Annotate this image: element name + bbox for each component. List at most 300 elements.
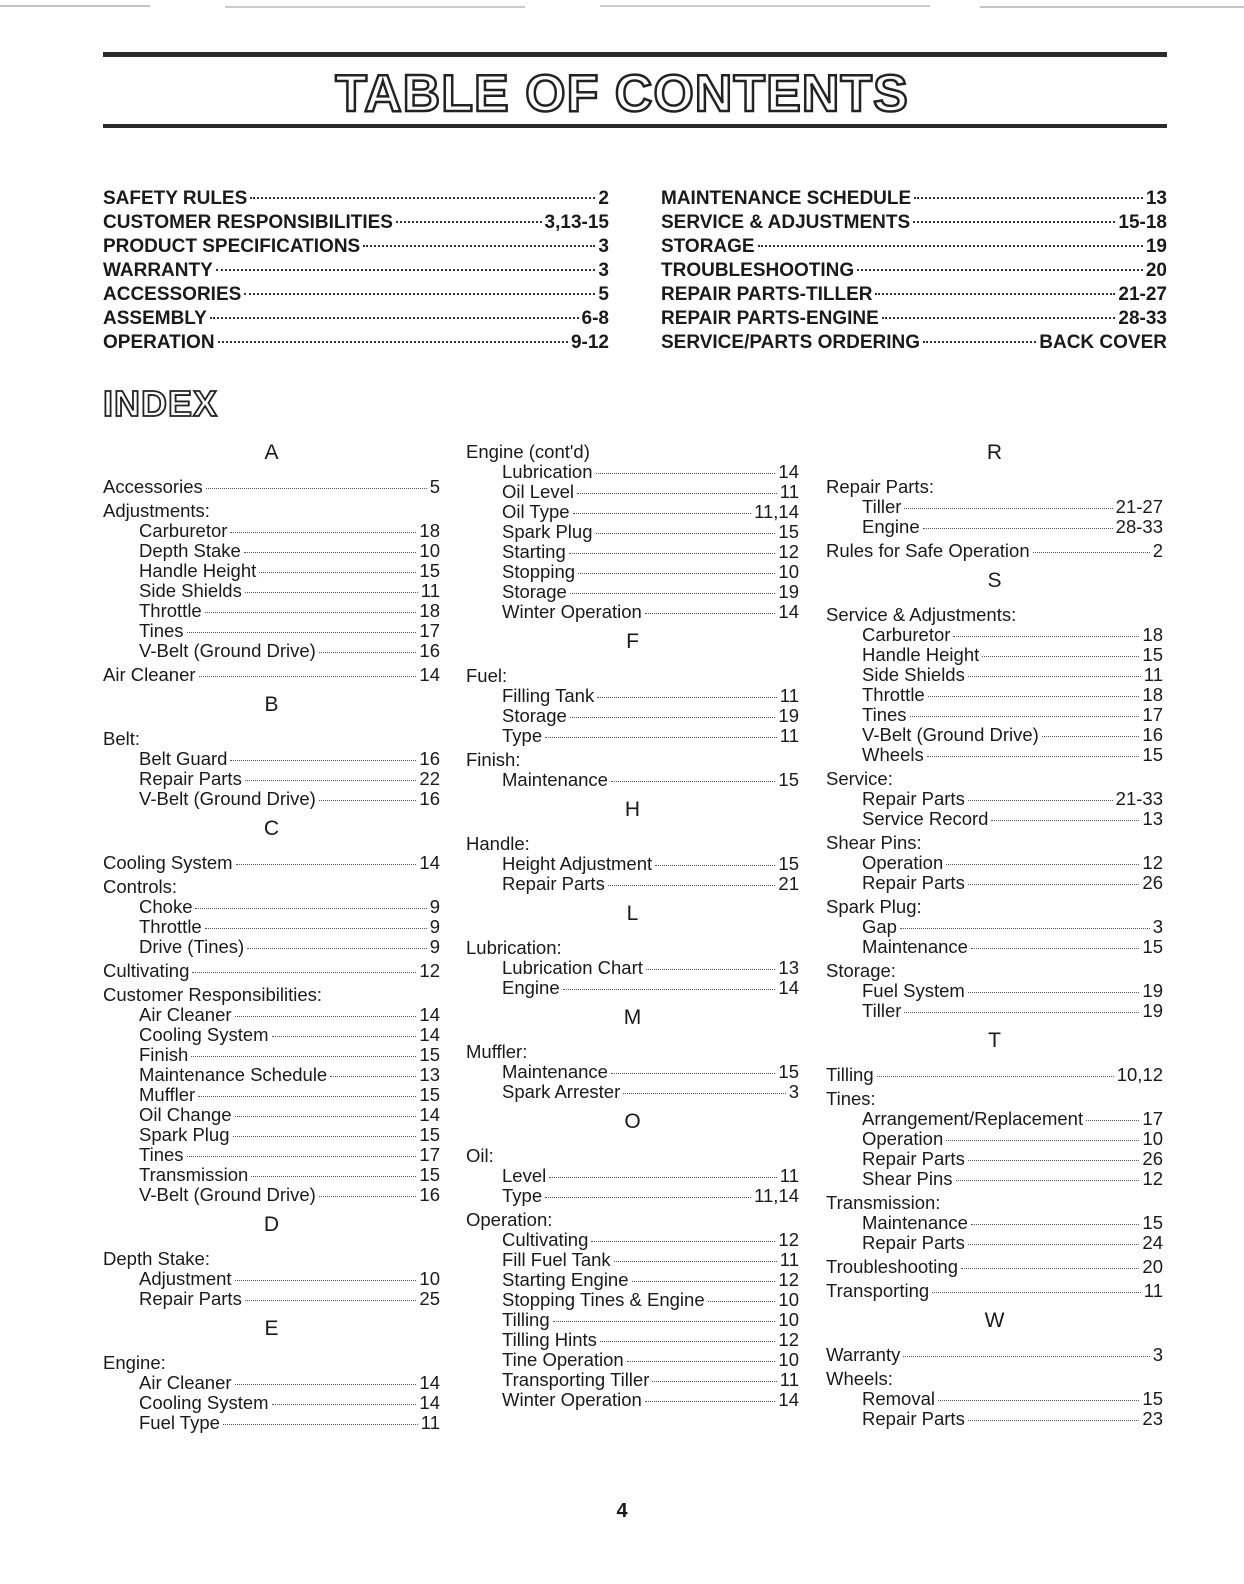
- dot-leader: [553, 1321, 776, 1322]
- entry-text: Winter Operation: [502, 601, 642, 622]
- entry-page: 12: [778, 1329, 799, 1350]
- entry-text: Tiller: [862, 496, 902, 517]
- index-subentry: [826, 1109, 1163, 1129]
- entry-page: 11: [420, 580, 440, 601]
- entry-text: Drive (Tines): [139, 936, 245, 957]
- entry-page: 19: [778, 581, 799, 602]
- index-subentry: [466, 1250, 799, 1270]
- index-subentry: [103, 581, 440, 601]
- entry-text: Repair Parts: [862, 1148, 965, 1169]
- index-subentry: [466, 854, 799, 874]
- index-subentry: [466, 462, 799, 482]
- entry-text: Stopping: [502, 561, 576, 582]
- index-entry: [826, 1369, 1163, 1389]
- dot-leader: [877, 1076, 1114, 1077]
- index-subentry: [103, 1373, 440, 1393]
- entry-text: Repair Parts: [139, 1288, 242, 1309]
- entry-page: 15: [419, 1164, 440, 1185]
- index-subentry: [103, 1145, 440, 1165]
- entry-text: Belt Guard: [139, 748, 228, 769]
- toc-page: 20: [1145, 260, 1167, 281]
- index-entry: [466, 1210, 799, 1230]
- dot-leader: [904, 1012, 1139, 1013]
- dot-leader: [563, 989, 776, 990]
- dot-leader: [319, 800, 417, 801]
- entry-page: 9: [429, 896, 440, 917]
- entry-text: Lubrication Chart: [502, 957, 643, 978]
- entry-text: Side Shields: [862, 664, 965, 685]
- entry-text: Accessories: [103, 476, 203, 497]
- entry-page: 16: [419, 640, 440, 661]
- entry-page: 13: [1142, 808, 1163, 829]
- index-subentry: [826, 497, 1163, 517]
- index-subentry: [466, 502, 799, 522]
- dot-leader: [596, 533, 776, 534]
- index-subentry: [103, 561, 440, 581]
- dot-leader: [235, 1116, 417, 1117]
- index-entry: [103, 985, 440, 1005]
- index-subentry: [103, 621, 440, 641]
- index-subentry: [466, 1350, 799, 1370]
- dot-leader: [245, 1300, 417, 1301]
- index-entry: [826, 897, 1163, 917]
- entry-text: Repair Parts: [862, 872, 965, 893]
- entry-text: Storage: [502, 581, 567, 602]
- entry-page: 10: [778, 1289, 799, 1310]
- dot-leader: [971, 1224, 1139, 1225]
- page-title: TABLE OF CONTENTS: [335, 65, 909, 123]
- entry-page: 15: [1142, 1212, 1163, 1233]
- dot-leader: [968, 884, 1140, 885]
- dot-leader: [968, 800, 1113, 801]
- entry-text: Carburetor: [139, 520, 228, 541]
- index-subentry: [103, 897, 440, 917]
- entry-text: Stopping Tines & Engine: [502, 1289, 705, 1310]
- entry-page: 17: [419, 620, 440, 641]
- entry-page: 15: [778, 521, 799, 542]
- dot-leader: [230, 532, 416, 533]
- entry-page: 9: [429, 936, 440, 957]
- index-subentry: [466, 1062, 799, 1082]
- index-letter: C: [263, 817, 280, 840]
- dot-leader: [857, 269, 1143, 271]
- dot-leader: [597, 697, 777, 698]
- index-subentry: [103, 1165, 440, 1185]
- dot-leader: [210, 317, 579, 319]
- toc-label: SAFETY RULES: [103, 188, 248, 209]
- entry-page: 18: [419, 600, 440, 621]
- index-subentry: [466, 582, 799, 602]
- index-subentry: [103, 937, 440, 957]
- index-letter: L: [626, 902, 639, 925]
- index-entry: [826, 1065, 1163, 1085]
- index-subentry: [826, 1233, 1163, 1253]
- toc-label: WARRANTY: [103, 260, 213, 281]
- title-rule-top: [103, 52, 1167, 57]
- entry-text: Spark Plug: [502, 521, 593, 542]
- entry-page: 9: [429, 916, 440, 937]
- index-subentry: [103, 917, 440, 937]
- entry-text: Spark Arrester: [502, 1081, 621, 1102]
- index-column-3: [826, 433, 1163, 1429]
- index-subentry: [103, 1289, 440, 1309]
- entry-text: Fuel Type: [139, 1412, 220, 1433]
- index-subentry: [103, 769, 440, 789]
- entry-text: Troubleshooting: [826, 1256, 958, 1277]
- index-letter: R: [986, 441, 1003, 464]
- dot-leader: [968, 1244, 1140, 1245]
- entry-page: 10: [1142, 1128, 1163, 1149]
- entry-text: Choke: [139, 896, 193, 917]
- entry-text: Maintenance: [502, 769, 608, 790]
- entry-text: Fuel System: [862, 980, 965, 1001]
- toc-label: ACCESSORIES: [103, 284, 242, 305]
- entry-page: 10: [419, 540, 440, 561]
- dot-leader: [245, 592, 418, 593]
- entry-text: Storage: [502, 705, 567, 726]
- entry-page: 15: [778, 853, 799, 874]
- entry-text: Arrangement/Replacement: [862, 1108, 1084, 1129]
- dot-leader: [259, 572, 416, 573]
- entry-page: 15: [419, 1124, 440, 1145]
- entry-page: 10: [778, 1349, 799, 1370]
- index-subentry: [466, 542, 799, 562]
- entry-text: Tine Operation: [502, 1349, 624, 1370]
- entry-text: Spark Plug: [139, 1124, 230, 1145]
- index-subentry: [466, 1330, 799, 1350]
- entry-page: 12: [419, 960, 440, 981]
- index-subentry: [826, 625, 1163, 645]
- index-subentry: [103, 1065, 440, 1085]
- dot-leader: [923, 341, 1036, 343]
- entry-text: Shear Pins:: [826, 832, 922, 853]
- entry-text: Throttle: [862, 684, 925, 705]
- toc-page: 13: [1145, 188, 1167, 209]
- index-entry: [466, 666, 799, 686]
- index-entry: [103, 877, 440, 897]
- dot-leader: [946, 864, 1139, 865]
- index-entry: [826, 769, 1163, 789]
- index-subentry: [466, 686, 799, 706]
- index-subentry: [466, 958, 799, 978]
- toc-page: 3: [598, 236, 609, 257]
- dot-leader: [1086, 1120, 1139, 1121]
- entry-page: 16: [1142, 724, 1163, 745]
- dot-leader: [244, 293, 595, 295]
- dot-leader: [611, 1073, 775, 1074]
- entry-page: 17: [419, 1144, 440, 1165]
- entry-page: 17: [1142, 704, 1163, 725]
- entry-text: Service Record: [862, 808, 989, 829]
- toc-page: 9-12: [570, 332, 609, 353]
- dot-leader: [272, 1036, 417, 1037]
- dot-leader: [903, 1356, 1149, 1357]
- index-subentry: [466, 770, 799, 790]
- dot-leader: [708, 1301, 776, 1302]
- entry-text: Air Cleaner: [139, 1004, 232, 1025]
- toc-entry: [103, 331, 609, 355]
- dot-leader: [235, 1016, 417, 1017]
- index-subentry: [103, 1185, 440, 1205]
- index-entry: [826, 1345, 1163, 1365]
- dot-leader: [191, 1056, 416, 1057]
- entry-page: 18: [1142, 684, 1163, 705]
- toc-label: TROUBLESHOOTING: [661, 260, 855, 281]
- dot-leader: [623, 1093, 785, 1094]
- entry-page: 2: [1152, 540, 1163, 561]
- index-heading: INDEX: [103, 383, 219, 424]
- dot-leader: [938, 1400, 1139, 1401]
- entry-text: Transporting Tiller: [502, 1369, 650, 1390]
- dot-leader: [971, 948, 1139, 949]
- dot-leader: [968, 992, 1140, 993]
- entry-text: Engine:: [103, 1352, 166, 1373]
- entry-page: 15: [1142, 1388, 1163, 1409]
- entry-text: Winter Operation: [502, 1389, 642, 1410]
- index-subentry: [826, 1149, 1163, 1169]
- index-subentry: [466, 1186, 799, 1206]
- dot-leader: [187, 1156, 417, 1157]
- index-subentry: [103, 601, 440, 621]
- dot-leader: [652, 1381, 776, 1382]
- dot-leader: [632, 1281, 776, 1282]
- entry-text: Muffler:: [466, 1041, 528, 1062]
- entry-text: Operation: [862, 852, 944, 873]
- entry-page: 17: [1142, 1108, 1163, 1129]
- scan-top-edge: [0, 0, 1244, 14]
- entry-text: Repair Parts: [862, 788, 965, 809]
- entry-text: Gap: [862, 916, 897, 937]
- dot-leader: [198, 1096, 416, 1097]
- entry-text: Lubrication: [502, 461, 593, 482]
- index-subentry: [466, 482, 799, 502]
- index-subentry: [466, 1390, 799, 1410]
- toc-entry: [661, 307, 1167, 331]
- index-letter: D: [263, 1213, 280, 1236]
- index-entry: [826, 477, 1163, 497]
- entry-text: Cooling System: [103, 852, 233, 873]
- entry-page: 14: [419, 664, 440, 685]
- index-subentry: [826, 809, 1163, 829]
- dot-leader: [396, 221, 542, 223]
- entry-text: Maintenance: [502, 1061, 608, 1082]
- entry-text: Height Adjustment: [502, 853, 653, 874]
- page-number: 4: [616, 1500, 628, 1522]
- entry-text: Level: [502, 1165, 547, 1186]
- index-subentry: [826, 789, 1163, 809]
- entry-text: Service:: [826, 768, 893, 789]
- dot-leader: [235, 1384, 417, 1385]
- toc-label: MAINTENANCE SCHEDULE: [661, 188, 912, 209]
- dot-leader: [236, 864, 417, 865]
- entry-text: Type: [502, 1185, 543, 1206]
- entry-text: Wheels:: [826, 1368, 893, 1389]
- entry-page: 14: [419, 1024, 440, 1045]
- dot-leader: [961, 1268, 1139, 1269]
- dot-leader: [570, 717, 776, 718]
- toc-label: ASSEMBLY: [103, 308, 207, 329]
- index-entry: [826, 1281, 1163, 1301]
- toc-page: 28-33: [1118, 308, 1167, 329]
- index-subentry: [103, 541, 440, 561]
- entry-text: Oil Change: [139, 1104, 232, 1125]
- entry-text: Service & Adjustments:: [826, 604, 1017, 625]
- index-subentry: [826, 1001, 1163, 1021]
- index-subentry: [103, 749, 440, 769]
- index-subentry: [466, 978, 799, 998]
- entry-page: 25: [419, 1288, 440, 1309]
- dot-leader: [927, 756, 1140, 757]
- dot-leader: [1042, 736, 1140, 737]
- entry-page: 11: [779, 1369, 799, 1390]
- entry-text: Fuel:: [466, 665, 508, 686]
- entry-text: Engine: [502, 977, 560, 998]
- entry-page: 18: [419, 520, 440, 541]
- dot-leader: [968, 1420, 1140, 1421]
- index-subentry: [826, 645, 1163, 665]
- entry-page: 11,14: [754, 1185, 799, 1206]
- dot-leader: [913, 221, 1115, 223]
- toc-right-column: [661, 187, 1167, 355]
- toc-page: 19: [1145, 236, 1167, 257]
- toc-page: 5: [598, 284, 609, 305]
- dot-leader: [570, 593, 776, 594]
- dot-leader: [991, 820, 1139, 821]
- entry-page: 11: [779, 1249, 799, 1270]
- index-subentry: [826, 685, 1163, 705]
- entry-page: 14: [419, 1104, 440, 1125]
- index-entry: [103, 1353, 440, 1373]
- index-subentry: [826, 1409, 1163, 1429]
- index-entry: [466, 1146, 799, 1166]
- entry-text: Cooling System: [139, 1024, 269, 1045]
- dot-leader: [904, 508, 1112, 509]
- index-subentry: [103, 1105, 440, 1125]
- entry-text: Cultivating: [103, 960, 190, 981]
- entry-page: 15: [1142, 644, 1163, 665]
- dot-leader: [247, 948, 427, 949]
- index-subentry: [103, 1269, 440, 1289]
- entry-page: 24: [1142, 1232, 1163, 1253]
- dot-leader: [900, 928, 1150, 929]
- entry-page: 12: [778, 541, 799, 562]
- dot-leader: [205, 612, 417, 613]
- index-subentry: [466, 706, 799, 726]
- index-entry: [466, 1042, 799, 1062]
- entry-text: Transporting: [826, 1280, 930, 1301]
- index-entry: [103, 853, 440, 873]
- entry-text: Operation: [862, 1128, 944, 1149]
- entry-text: V-Belt (Ground Drive): [139, 788, 316, 809]
- index-subentry: [826, 517, 1163, 537]
- dot-leader: [928, 696, 1140, 697]
- dot-leader: [646, 969, 776, 970]
- index-subentry: [466, 874, 799, 894]
- entry-page: 21-27: [1115, 496, 1163, 517]
- dot-leader: [608, 885, 776, 886]
- index-entry: [103, 477, 440, 497]
- entry-page: 16: [419, 1184, 440, 1205]
- entry-text: Engine (cont'd): [466, 441, 590, 462]
- index-entry: [826, 605, 1163, 625]
- entry-page: 14: [419, 1372, 440, 1393]
- dot-leader: [206, 488, 427, 489]
- entry-page: 12: [1142, 852, 1163, 873]
- entry-text: Tines:: [826, 1088, 876, 1109]
- entry-page: 16: [419, 788, 440, 809]
- entry-page: 14: [419, 852, 440, 873]
- toc-page: 6-8: [581, 308, 609, 329]
- entry-page: 15: [1142, 744, 1163, 765]
- index-subentry: [103, 1413, 440, 1433]
- entry-page: 15: [778, 769, 799, 790]
- entry-text: Starting Engine: [502, 1269, 629, 1290]
- index-subentry: [103, 1125, 440, 1145]
- dot-leader: [923, 528, 1113, 529]
- entry-text: Transmission:: [826, 1192, 941, 1213]
- entry-text: Side Shields: [139, 580, 242, 601]
- entry-page: 11: [779, 685, 799, 706]
- dot-leader: [578, 573, 775, 574]
- index-subentry: [826, 981, 1163, 1001]
- dot-leader: [251, 1176, 416, 1177]
- index-subentry: [826, 873, 1163, 893]
- index-entry: [103, 1249, 440, 1269]
- dot-leader: [953, 636, 1139, 637]
- dot-leader: [1033, 552, 1150, 553]
- index-subentry: [466, 1230, 799, 1250]
- index-letter: F: [626, 630, 639, 653]
- entry-page: 11: [420, 1412, 440, 1433]
- entry-page: 18: [1142, 624, 1163, 645]
- index-column-2: [466, 438, 799, 1410]
- toc-page: 21-27: [1118, 284, 1167, 305]
- entry-page: 3: [1152, 916, 1163, 937]
- index-letter: W: [984, 1309, 1005, 1332]
- toc-page: 3,13-15: [544, 212, 609, 233]
- entry-page: 11: [779, 1165, 799, 1186]
- toc-entry: [661, 283, 1167, 307]
- entry-text: Removal: [862, 1388, 935, 1409]
- toc-label: REPAIR PARTS-ENGINE: [661, 308, 879, 329]
- entry-page: 15: [419, 560, 440, 581]
- toc-entry: [661, 211, 1167, 235]
- dot-leader: [614, 1261, 777, 1262]
- index-subentry: [466, 1270, 799, 1290]
- index-entry: [826, 1089, 1163, 1109]
- entry-text: Repair Parts: [502, 873, 605, 894]
- dot-leader: [216, 269, 596, 271]
- entry-text: Lubrication:: [466, 937, 562, 958]
- toc-page: 3: [598, 260, 609, 281]
- index-subentry: [466, 602, 799, 622]
- index-subentry: [466, 1310, 799, 1330]
- dot-leader: [875, 293, 1115, 295]
- entry-page: 10: [778, 561, 799, 582]
- entry-page: 11,14: [754, 501, 799, 522]
- index-subentry: [466, 522, 799, 542]
- entry-text: V-Belt (Ground Drive): [139, 640, 316, 661]
- title-rule-bottom: [103, 124, 1167, 128]
- index-subentry: [103, 641, 440, 661]
- entry-text: Filling Tank: [502, 685, 595, 706]
- dot-leader: [272, 1404, 417, 1405]
- entry-text: Repair Parts: [139, 768, 242, 789]
- entry-page: 14: [778, 601, 799, 622]
- dot-leader: [549, 1177, 777, 1178]
- index-letter: T: [988, 1029, 1001, 1052]
- entry-page: 13: [778, 957, 799, 978]
